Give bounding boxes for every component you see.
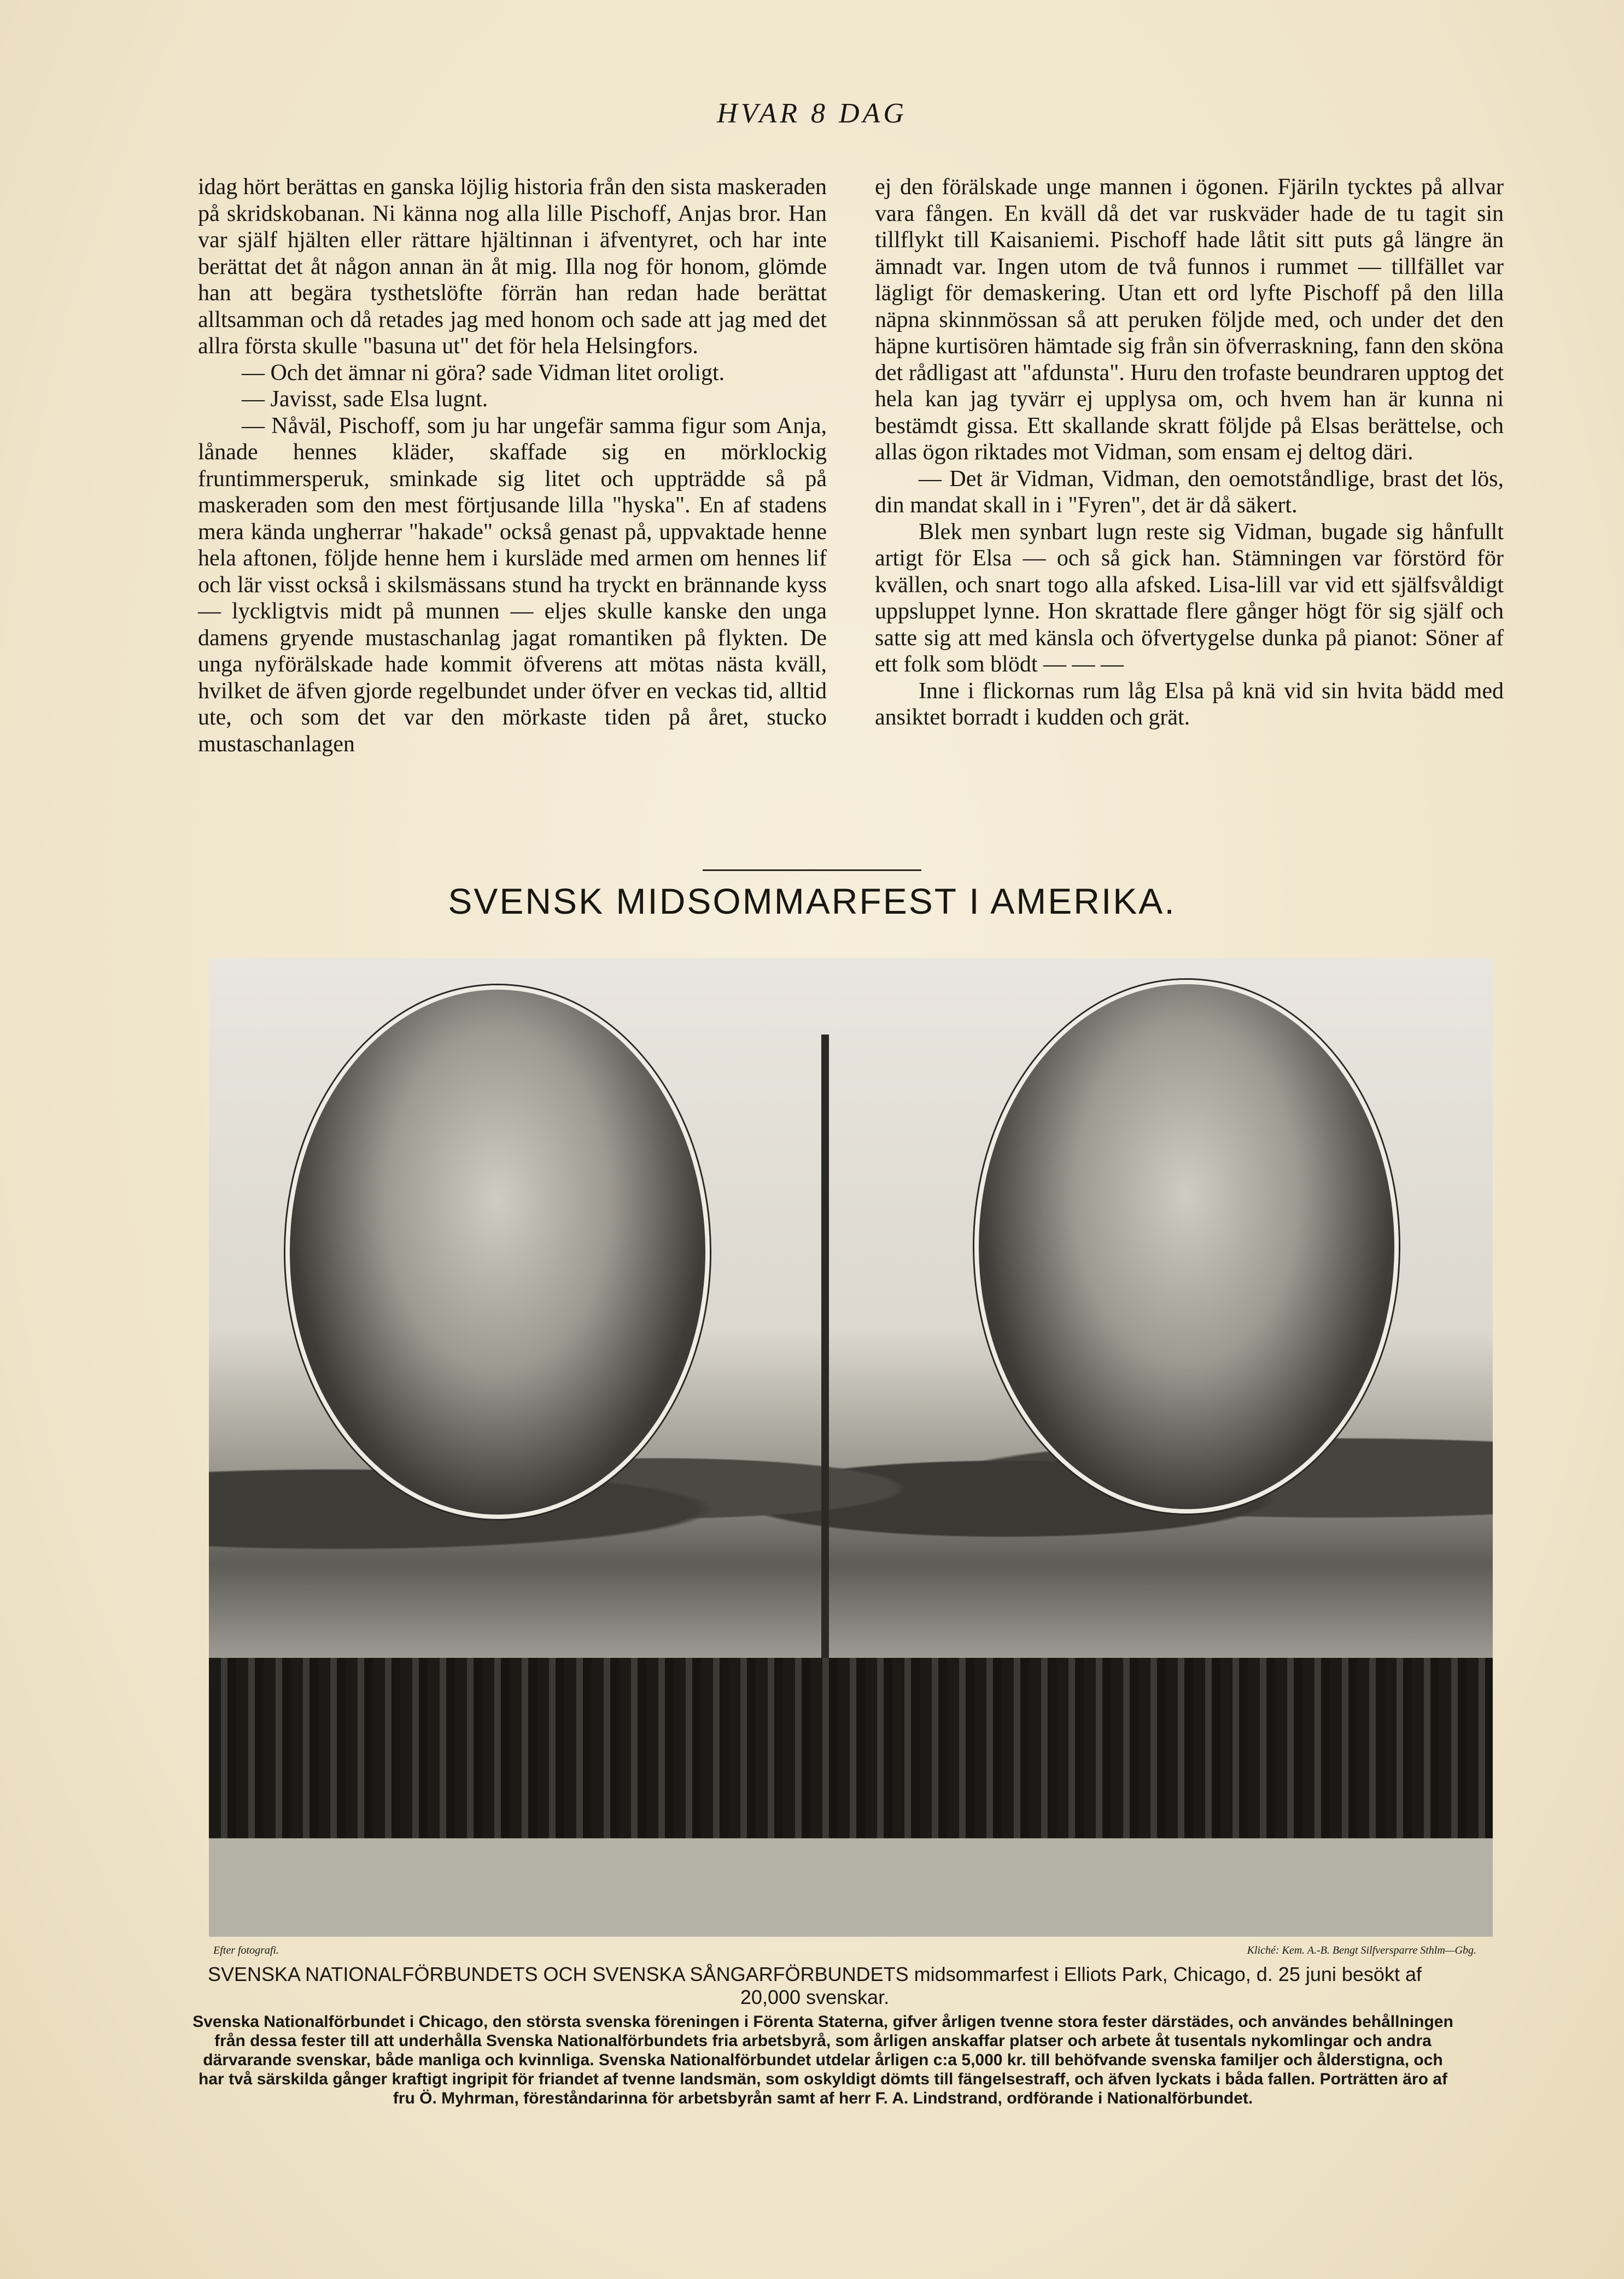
article-columns — [198, 174, 1540, 863]
section-title: SVENSK MIDSOMMARFEST I AMERIKA. — [448, 881, 1176, 921]
paragraph: — Det är Vidman, Vidman, den oemotståndlige, brast det lös, din mandat skall in i "Fyren", det är då säkert. — [875, 466, 1504, 518]
section-divider — [703, 869, 921, 871]
article-left-column — [198, 174, 827, 757]
cliche-credit: Kliché: Kem. A.-B. Bengt Silfversparre Sthlm—Gbg. — [1247, 1944, 1476, 1956]
photo-credit: Efter fotografi. — [213, 1944, 279, 1956]
paragraph: — Javisst, sade Elsa lugnt. — [242, 387, 488, 412]
portrait-man — [285, 985, 710, 1519]
portrait-woman — [974, 980, 1399, 1514]
crowd — [209, 1658, 1493, 1838]
paragraph: Inne i flickornas rum låg Elsa på knä vid sin hvita bädd med ansiktet borradt i kudden och grät. — [875, 678, 1504, 730]
paragraph: idag hört berättas en ganska löjlig historia från den sista maskeraden på skridskobanan. Ni känna nog alla lille Pischoff, Anjas bror. Han var själf hjälten eller rättare hjältinnan i äfventyret, och har inte berättat det åt någon annan än åt mig. Illa nog för honom, glömde han att begära tysthetslöfte förrän han redan hade berättat alltsamman och då retades jag med honom och sade att jag med det allra första skulle "basuna ut" det för hela Helsingfors. — [198, 174, 827, 359]
paragraph: — Och det ämnar ni göra? sade Vidman litet oroligt. — [242, 360, 725, 385]
paragraph: ej den förälskade unge mannen i ögonen. Fjäriln tycktes på allvar vara fången. En kväll då det var ruskväder hade de tu tagit sin tillflykt till Kaisaniemi. Pischoff hade låtit sitt puts gå längre än ämnadt var. Ingen utom de två funnos i rummet — tillfället var lägligt för demaskering. Utan ett ord lyfte Pischoff på den lilla näpna skinnmössan så att peruken följde med, och under det den häpne kurtisören hämtade sig från sin öfverraskning, fann den sköna det rådligast att "afdunsta". Huru den trofaste beundraren upptog det hela kan jag tyvärr ej upplysa om, och hvem han är kunna ni bestämdt gissa. Ett skallande skratt följde på Elsas berättelse, och allas ögon riktades mot Vidman, som ensam ej deltog däri. — [875, 174, 1504, 465]
page-header: HVAR 8 DAG — [717, 98, 907, 129]
article-right-column — [875, 174, 1504, 731]
caption-heading: SVENSKA NATIONALFÖRBUNDETS OCH SVENSKA SÅNGARFÖRBUNDETS midsommarfest i Elliots Park, Chicago, d. 25 juni besökt af 20,000 svenskar. — [208, 1963, 1422, 2008]
maypole — [821, 1035, 829, 1669]
paragraph: Blek men synbart lugn reste sig Vidman, bugade sig hånfullt artigt för Elsa — och så gick han. Stämningen var förstörd för kvällen, och snart togo alla afsked. Lisa-lill var vid ett själfsvåldigt uppsluppet lynne. Hon skrattade flere gånger högt för sig själf och satte sig att med känsla och öfvertygelse dunka på pianot: Söner af ett folk som blödt — — — — [875, 519, 1504, 677]
ground — [209, 1838, 1493, 1937]
paragraph: — Nåväl, Pischoff, som ju har ungefär samma figur som Anja, lånade hennes kläder, skaffade sig en mörklockig fruntimmersperuk, sminkade sig litet och uppträdde så på maskeraden som den mest förtjusande lilla "hyska". En af stadens mera kända ungherrar "hakade" också genast på, uppvaktade henne hela aftonen, följde henne hem i kursläde med armen om hennes lif och lär visst också i skilsmässans stund ha tryckt en brännande kyss — lyckligtvis midt på munnen — eljes skulle kanske den unga damens gryende mustaschanlag jagat romantiken på flykten. De unga nyförälskade hade kommit öfverens att mötas nästa kväll, hvilket de äfven gjorde regelbundet under öfver en veckas tid, alltid ute, och som det var den mörkaste tiden på året, stucko mustaschanlagen — [198, 413, 827, 757]
midsummer-photograph — [209, 958, 1493, 1937]
caption-body: Svenska Nationalförbundet i Chicago, den största svenska föreningen i Förenta Staterna, gifver årligen tvenne stora fester därstädes, och användes behållningen från dessa fester till att underhålla Svenska Nationalförbundets fria arbetsbyrå, som årligen anskaffar platser och arbete åt tusentals nykomlingar och andra därvarande svenskar, både manliga och kvinnliga. Svenska Nationalförbundet utdelar årligen c:a 5,000 kr. till behöfvande svenska familjer och ålderstigna, och har två särskilda gånger kraftigt ingripit för friandet af tvenne landsmän, som oskyldigt dömts till fängelsestraff, och äfven lyckats i båda fallen. Porträtten äro af fru Ö. Myhrman, föreståndarinna för arbetsbyrån samt af herr F. A. Lindstrand, ordförande i Nationalförbundet. — [192, 2013, 1453, 2107]
